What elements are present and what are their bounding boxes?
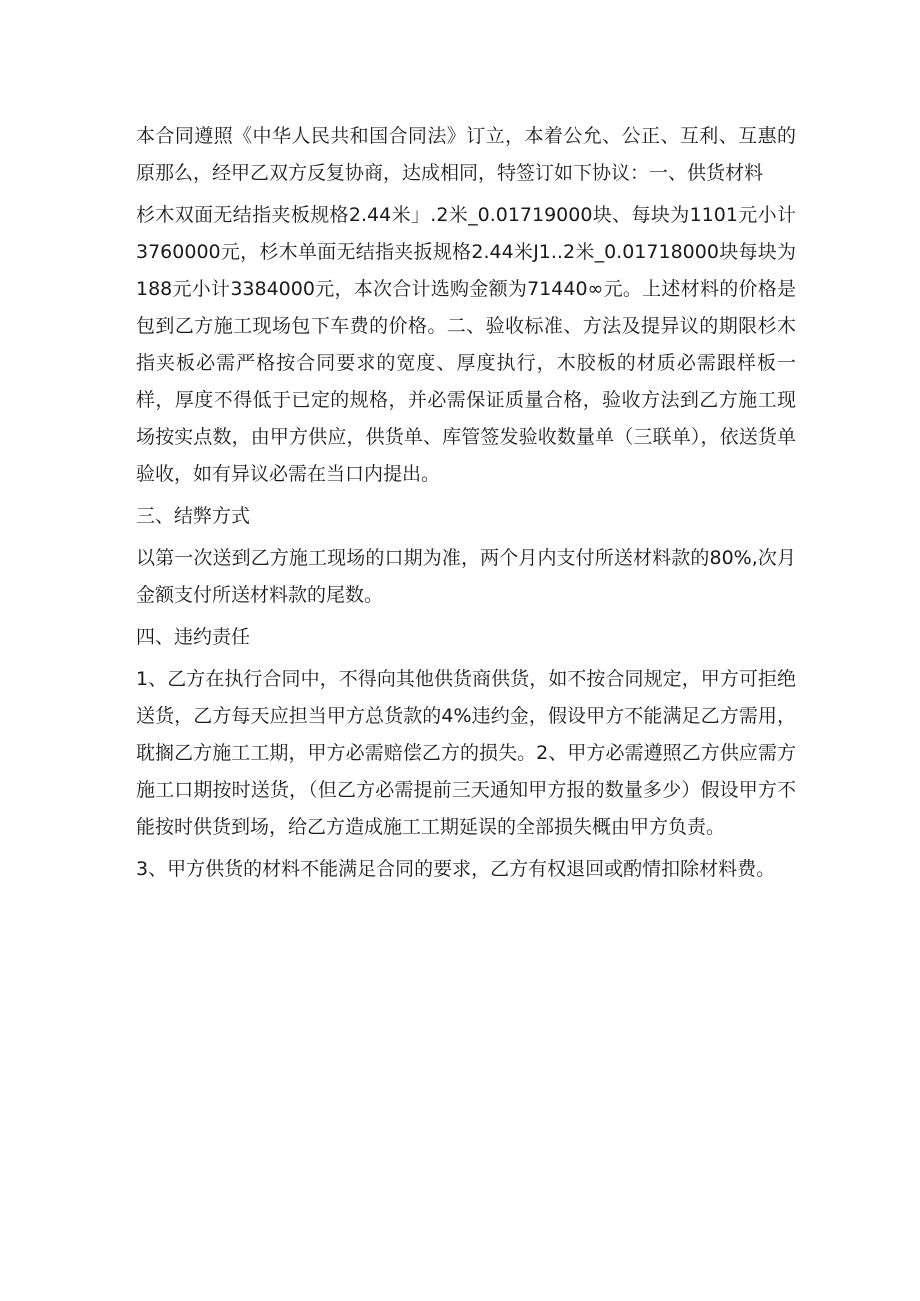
paragraph-materials-and-acceptance: 杉木双面无结指夹板规格2.44米」.2米_0.01719000块、每块为1101元小计3760000元，杉木单面无结指夹扳规格2.44米J1..2米_0.01718000块每块为188元小计3384000元，本次合计选购金额为71440∞元。上述材料的价格是包到乙方施工现场包下车费的价格。二、验收标准、方法及提异议的期限杉木指夹板必需严格按合同要求的宽度、厚度执行，木胶板的材质必需跟样板一样，厚度不得低于已定的规格，并必需保证质量合格，验收方法到乙方施工现场按实点数，由甲方供应，供货单、库管签发验收数量单（三联单），依送货单验收，如有异议必需在当口内提出。 [136, 204, 796, 485]
paragraph-intro: 本合同遵照《中华人民共和国合同法》订立，本着公允、公正、互利、互惠的原那么，经甲乙双方反复协商，达成相同，特签订如下协议：一、供货材料 [136, 125, 796, 184]
section-heading-settlement: 三、结弊方式 [136, 505, 251, 527]
paragraph-settlement: 以第一次送到乙方施工现场的口期为准，两个月内支付所送材料款的80%,次月金额支付所送材料款的尾数。 [136, 547, 796, 606]
section-heading-liability: 四、违约责任 [136, 626, 251, 648]
paragraph-liability-1-2: 1、乙方在执行合同中，不得向其他供货商供货，如不按合同规定，甲方可拒绝送货，乙方每天应担当甲方总货款的4%违约金，假设甲方不能满足乙方需用，耽搁乙方施工工期，甲方必需赔偿乙方的损失。2、甲方必需遵照乙方供应需方施工口期按时送货，（但乙方必需提前三天通知甲方报的数量多少）假设甲方不能按时供货到场，给乙方造成施工工期延误的全部损失概由甲方负责。 [136, 668, 796, 838]
document-body [136, 118, 796, 893]
paragraph-liability-3: 3、甲方供货的材料不能满足合同的要求，乙方有权退回或酌情扣除材料费。 [136, 858, 776, 880]
